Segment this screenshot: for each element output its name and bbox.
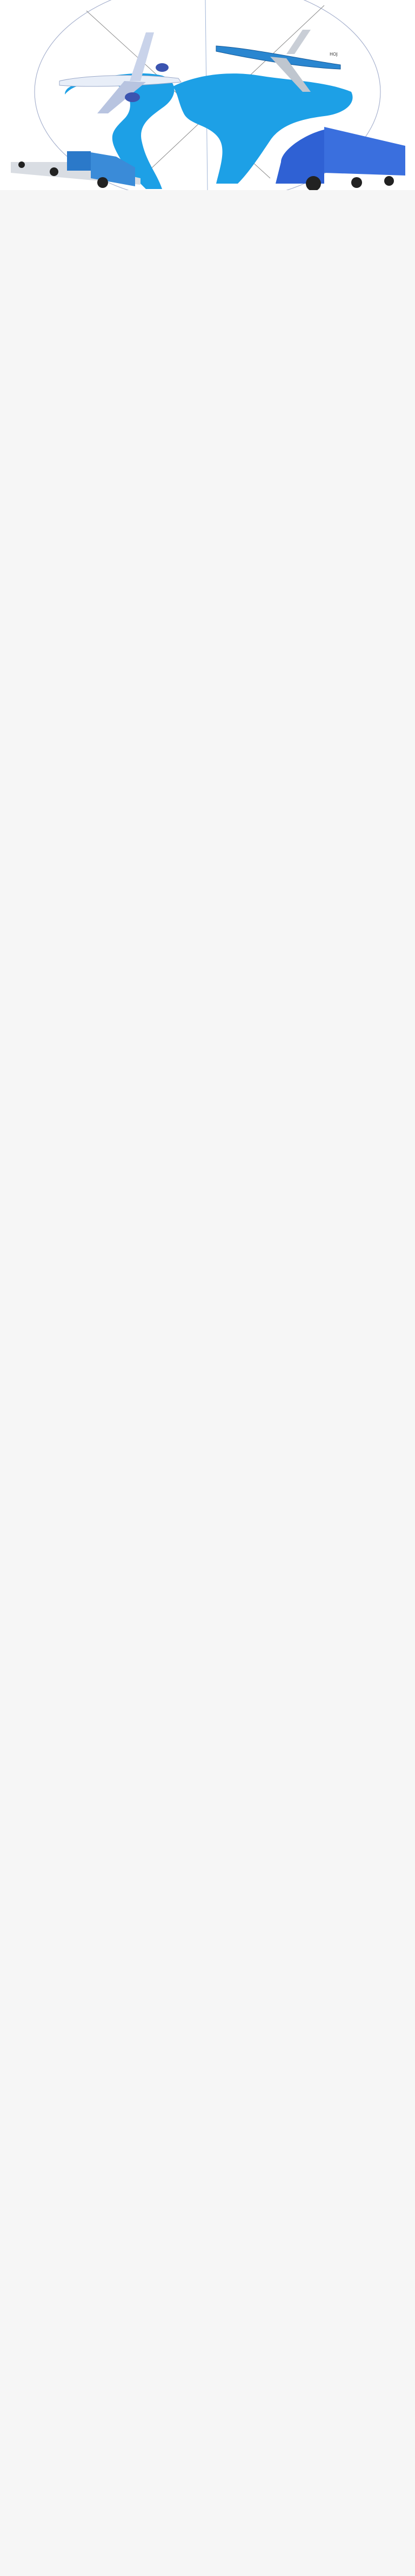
svg-text:HOJ: HOJ [330,52,338,57]
truck-right [276,127,405,190]
header-image [0,0,415,190]
logistics-illustration [0,0,415,190]
